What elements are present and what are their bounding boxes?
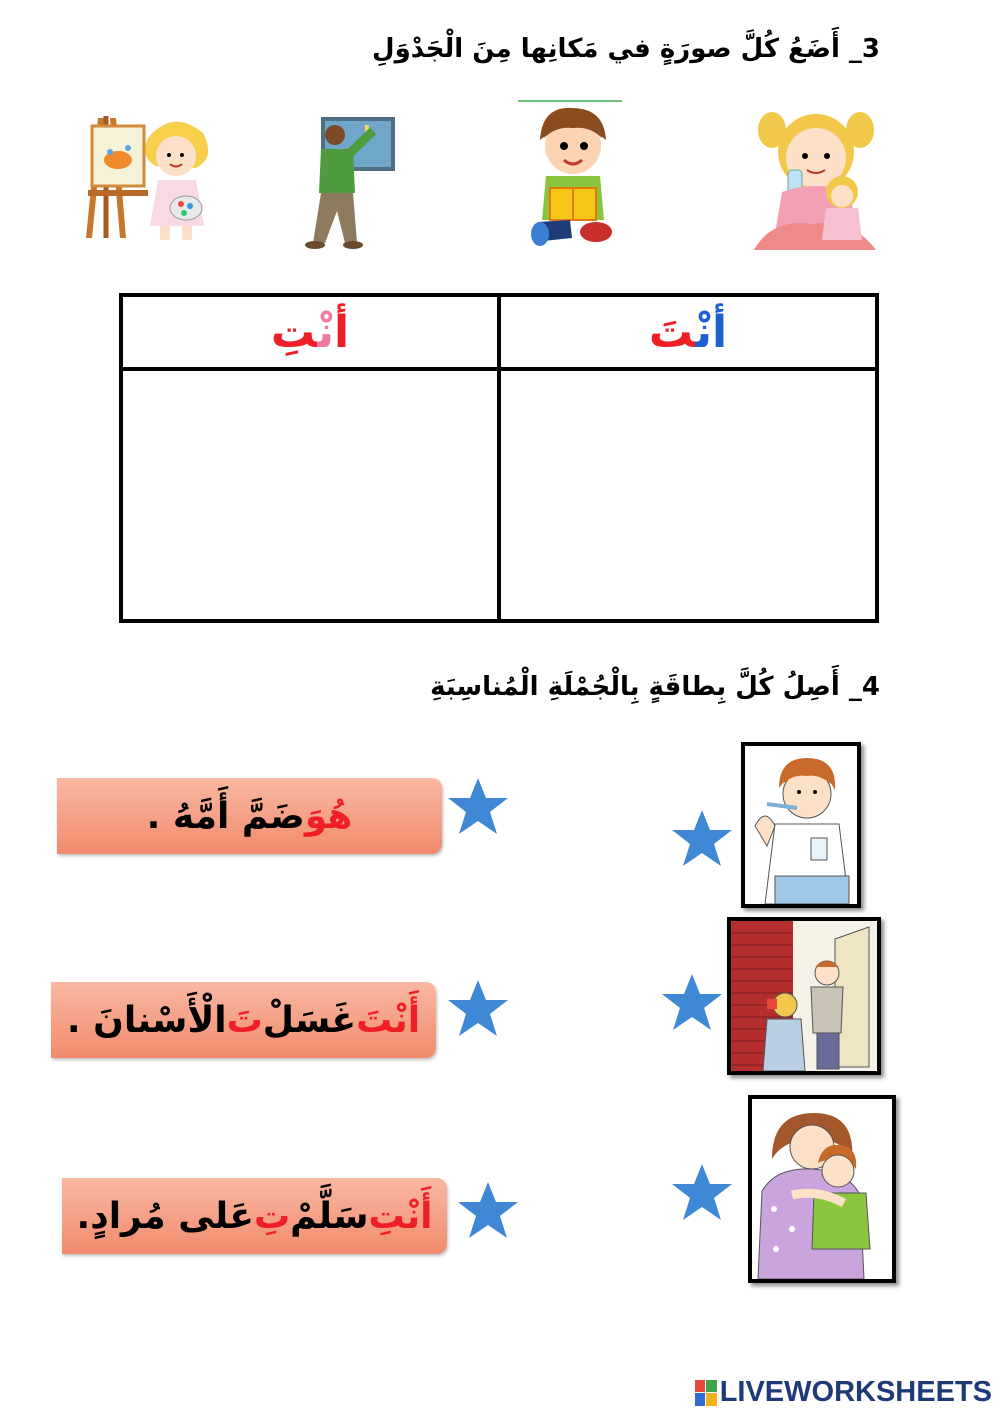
sentence-card-3[interactable]	[62, 1178, 447, 1254]
liveworksheets-logo	[695, 1376, 992, 1409]
brand-logo-icon	[695, 1380, 717, 1406]
sentence-text: ضَمَّ أَمَّهُ .	[146, 795, 305, 837]
header-letter: نْ	[317, 306, 334, 358]
mother-hugging-boy-picture[interactable]	[748, 1095, 896, 1283]
header-cell-feminine	[121, 295, 499, 369]
girl-painting-picture[interactable]	[78, 108, 218, 243]
girl-feeding-doll-picture[interactable]	[752, 100, 878, 255]
sentence-suffix: تِ	[253, 1195, 291, 1237]
brand-name: LIVEWORKSHEETS	[719, 1376, 992, 1408]
card-3-star-icon[interactable]	[456, 1180, 520, 1240]
sentence-card-2[interactable]	[51, 982, 436, 1058]
picture-1-star-icon[interactable]	[670, 808, 734, 868]
sentence-suffix: تَ	[226, 999, 263, 1041]
picture-2-star-icon[interactable]	[660, 972, 724, 1032]
boy-at-window-picture[interactable]	[295, 115, 395, 255]
section-4-heading: 4_ أَصِلُ كُلَّ بِطاقَةٍ بِالْجُمْلَةِ الْمُناسِبَةِ	[430, 672, 880, 702]
section-3-heading: 3_ أَضَعُ كُلَّ صورَةٍ في مَكانِها مِنَ الْجَدْوَلِ	[372, 34, 880, 64]
sentence-card-1[interactable]	[57, 778, 442, 854]
header-letter: تِ	[270, 306, 318, 358]
header-letter: أ	[334, 306, 350, 358]
sentence-text: سَلَّمْ	[290, 1195, 369, 1237]
children-at-door-picture[interactable]	[727, 917, 881, 1075]
sentence-pronoun: هُوَ	[304, 795, 353, 837]
drop-zone-feminine[interactable]	[121, 369, 499, 621]
sorting-table	[119, 293, 879, 623]
header-letter: تَ	[648, 306, 696, 358]
header-letter: أ	[712, 306, 728, 358]
sentence-text: الْأَسْنانَ .	[66, 999, 227, 1041]
boy-brushing-teeth-picture[interactable]	[741, 742, 861, 908]
header-anta-masculine	[649, 307, 727, 358]
header-anti-feminine	[271, 307, 349, 358]
sentence-pronoun: أَنْتِ	[368, 1195, 433, 1237]
boy-reading-picture[interactable]	[530, 102, 615, 248]
card-1-star-icon[interactable]	[446, 776, 510, 836]
drop-zone-masculine[interactable]	[499, 369, 877, 621]
sentence-text: عَلى مُرادٍ.	[76, 1195, 254, 1237]
picture-3-star-icon[interactable]	[670, 1162, 734, 1222]
header-cell-masculine	[499, 295, 877, 369]
sentence-pronoun: أَنْتَ	[356, 999, 421, 1041]
sentence-text: غَسَلْ	[262, 999, 357, 1041]
header-letter: نْ	[695, 306, 712, 358]
card-2-star-icon[interactable]	[446, 978, 510, 1038]
